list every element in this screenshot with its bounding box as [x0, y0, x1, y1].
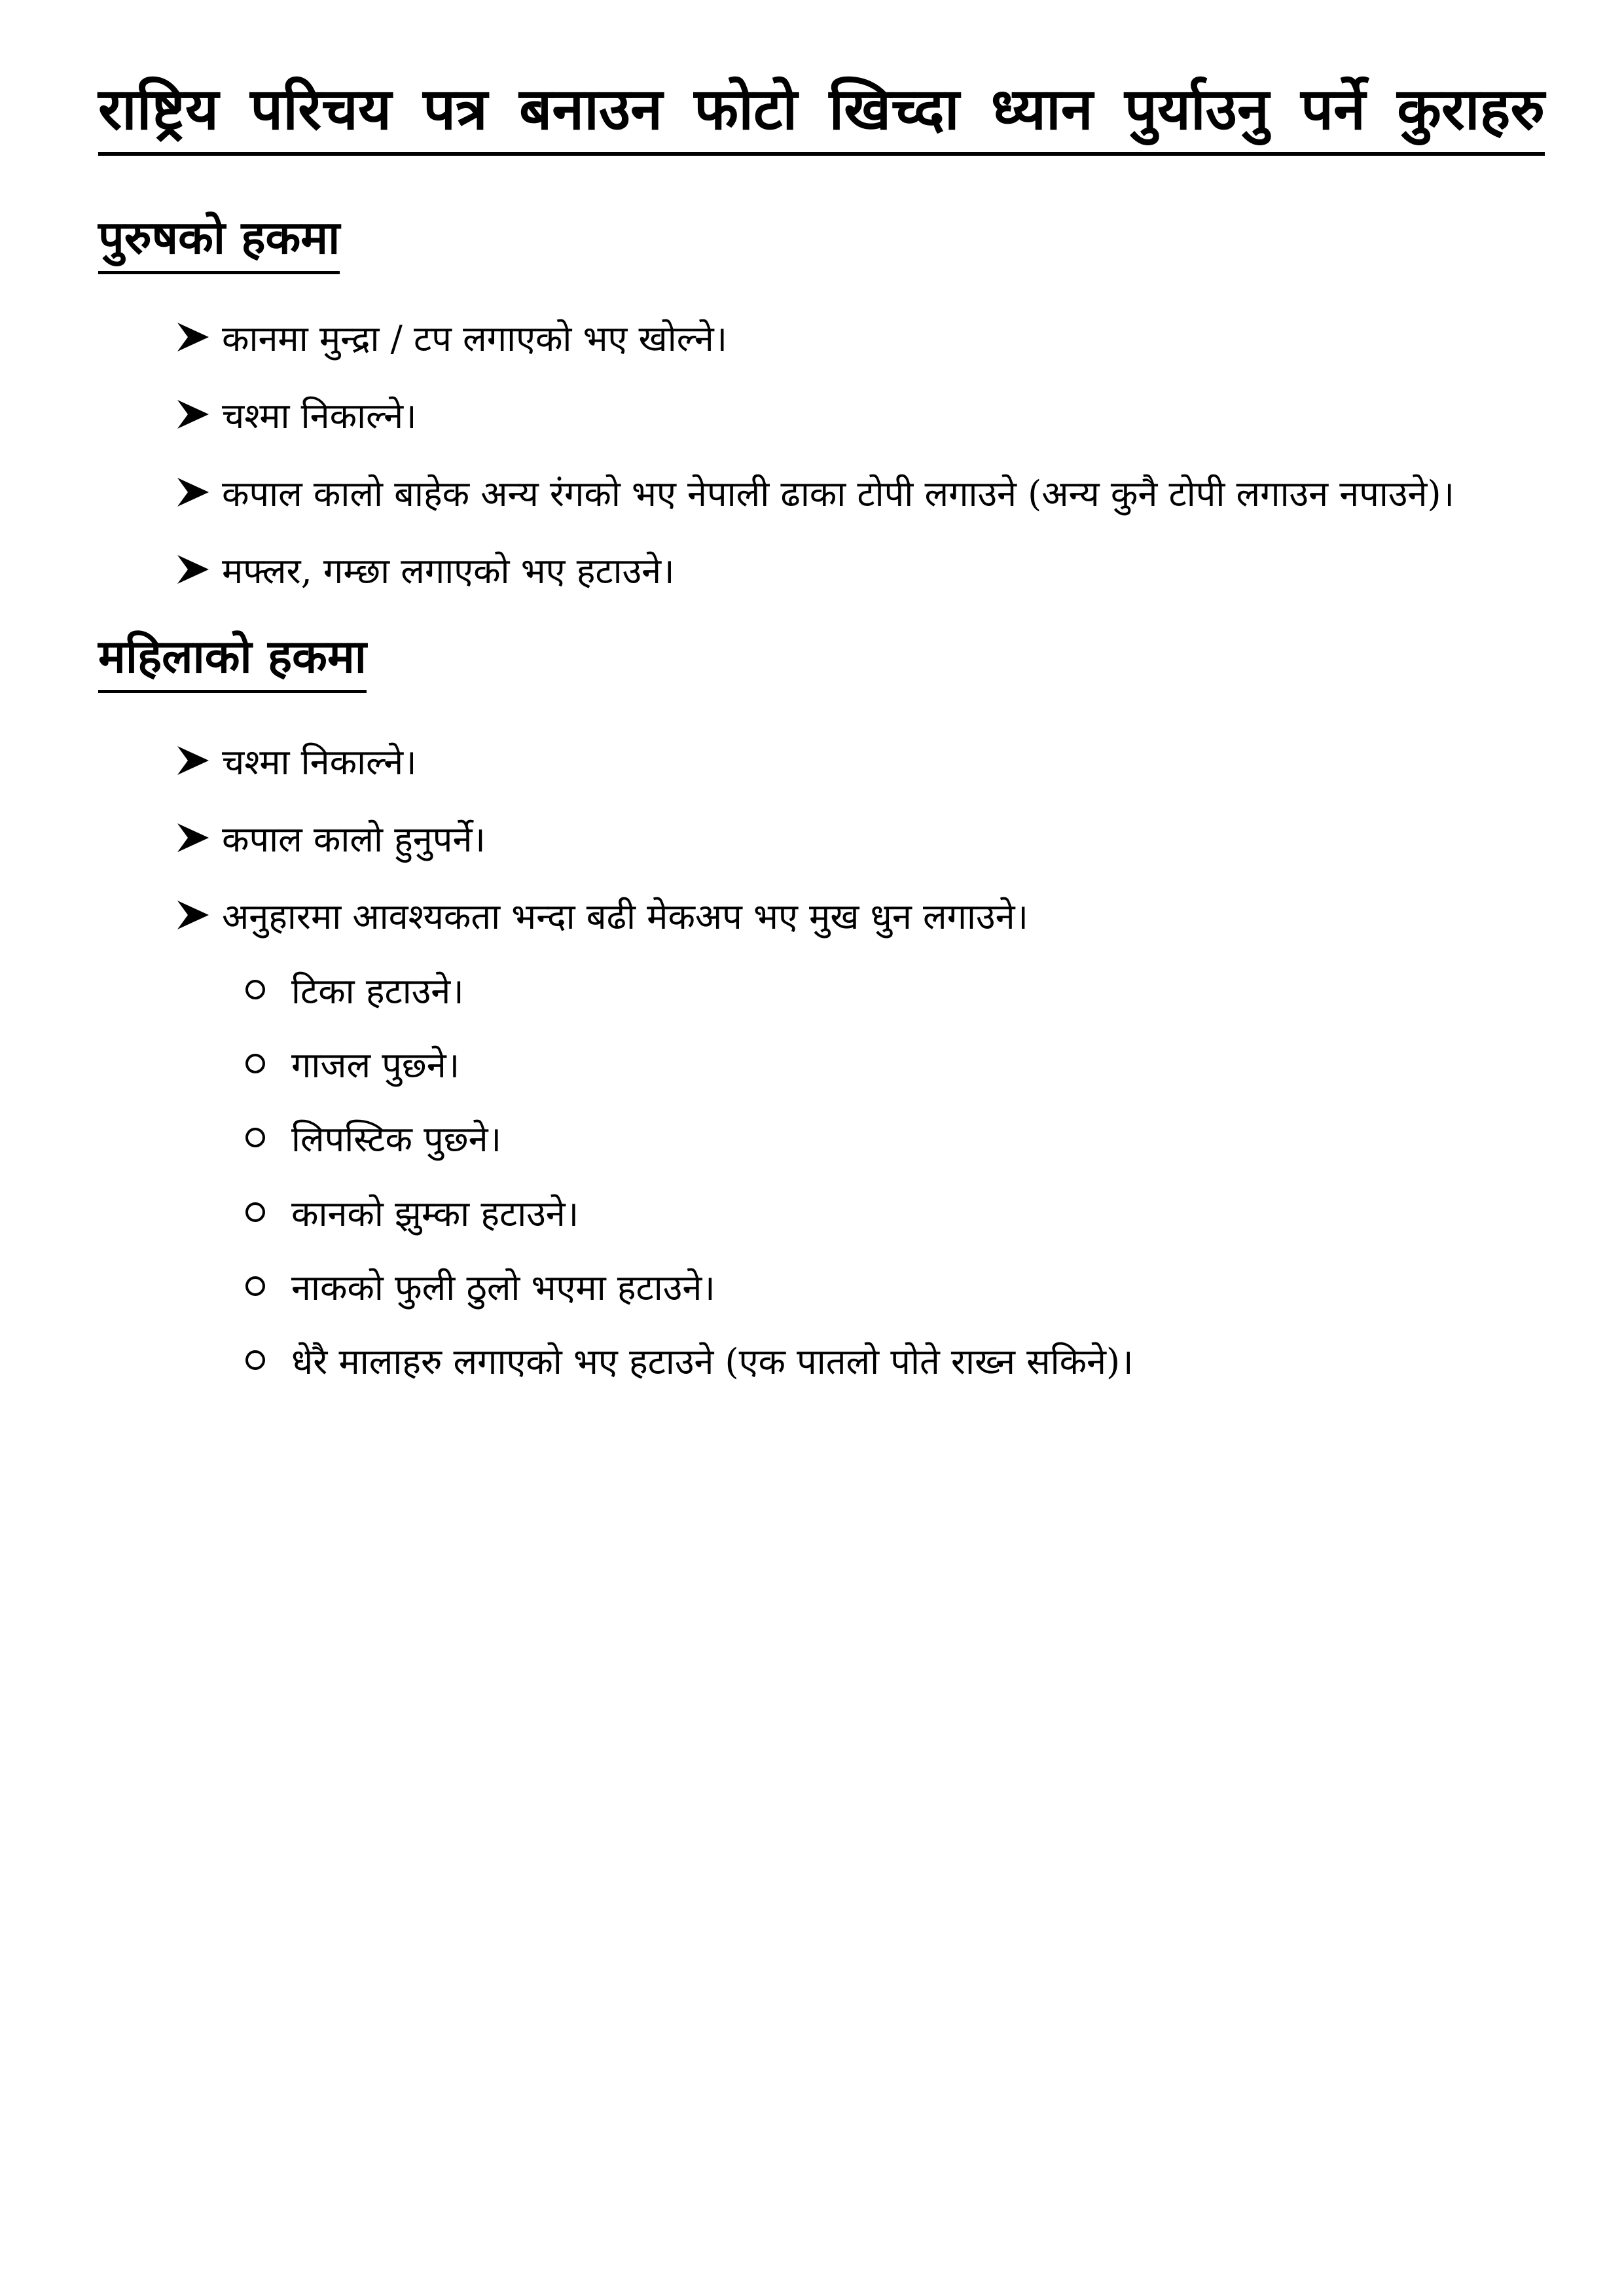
list-item: [173, 734, 417, 787]
section-heading-men: पुरुषको हकमा: [98, 209, 340, 274]
sub-list-item-text: धेरै मालाहरु लगाएको भए हटाउने (एक पातलो पोते राख्न सकिने)।: [291, 1341, 1134, 1382]
sub-list-item: [245, 1037, 460, 1090]
list-item-text: चश्मा निकाल्ने।: [222, 742, 417, 783]
sub-list-item-text: कानको झुम्का हटाउने।: [291, 1193, 579, 1234]
section-heading-women: महिलाको हकमा: [98, 628, 367, 693]
list-item-text: अनुहारमा आवश्यकता भन्दा बढी मेकअप भए मुख धुन लगाउने।: [222, 896, 1029, 937]
sub-list-item: [245, 1334, 1134, 1386]
sub-list-item-text: नाकको फुली ठुलो भएमा हटाउने।: [291, 1267, 715, 1308]
arrow-bullet-icon: [173, 395, 213, 434]
list-item: [173, 889, 1028, 941]
circle-bullet-icon: [245, 1350, 265, 1370]
list-item: [173, 388, 417, 440]
sub-list-item: [245, 1111, 501, 1164]
list-item: [173, 812, 486, 864]
arrow-bullet-icon: [173, 741, 213, 780]
sub-list-item: [245, 963, 464, 1016]
circle-bullet-icon: [245, 1202, 265, 1222]
arrow-bullet-icon: [173, 895, 213, 935]
circle-bullet-icon: [245, 1128, 265, 1147]
sub-list-item-text: लिपस्टिक पुछ्ने।: [291, 1119, 502, 1160]
document-title: राष्ट्रिय परिचय पत्र बनाउन फोटो खिच्दा ध्यान पुर्याउनु पर्ने कुराहरु: [98, 75, 1545, 143]
list-item-text: कपाल कालो हुनुपर्ने।: [222, 819, 486, 860]
sub-list-item: [245, 1260, 715, 1312]
list-item: [173, 466, 1454, 518]
arrow-bullet-icon: [173, 317, 213, 357]
title-underline: [98, 152, 1545, 156]
sub-list-item-text: गाजल पुछ्ने।: [291, 1045, 460, 1086]
circle-bullet-icon: [245, 1276, 265, 1296]
arrow-bullet-icon: [173, 818, 213, 857]
circle-bullet-icon: [245, 1054, 265, 1073]
list-item: [173, 543, 675, 596]
circle-bullet-icon: [245, 980, 265, 999]
list-item: [173, 311, 727, 363]
sub-list-item-text: टिका हटाउने।: [291, 971, 464, 1012]
sub-list-item: [245, 1186, 579, 1238]
list-item-text: कपाल कालो बाहेक अन्य रंगको भए नेपाली ढाका टोपी लगाउने (अन्य कुनै टोपी लगाउन नपाउने)।: [222, 473, 1455, 514]
list-item-text: चश्मा निकाल्ने।: [222, 395, 417, 437]
list-item-text: कानमा मुन्द्रा / टप लगाएको भए खोल्ने।: [222, 318, 728, 359]
list-item-text: मफ्लर, गम्छा लगाएको भए हटाउने।: [222, 550, 675, 592]
arrow-bullet-icon: [173, 550, 213, 589]
arrow-bullet-icon: [173, 473, 213, 512]
